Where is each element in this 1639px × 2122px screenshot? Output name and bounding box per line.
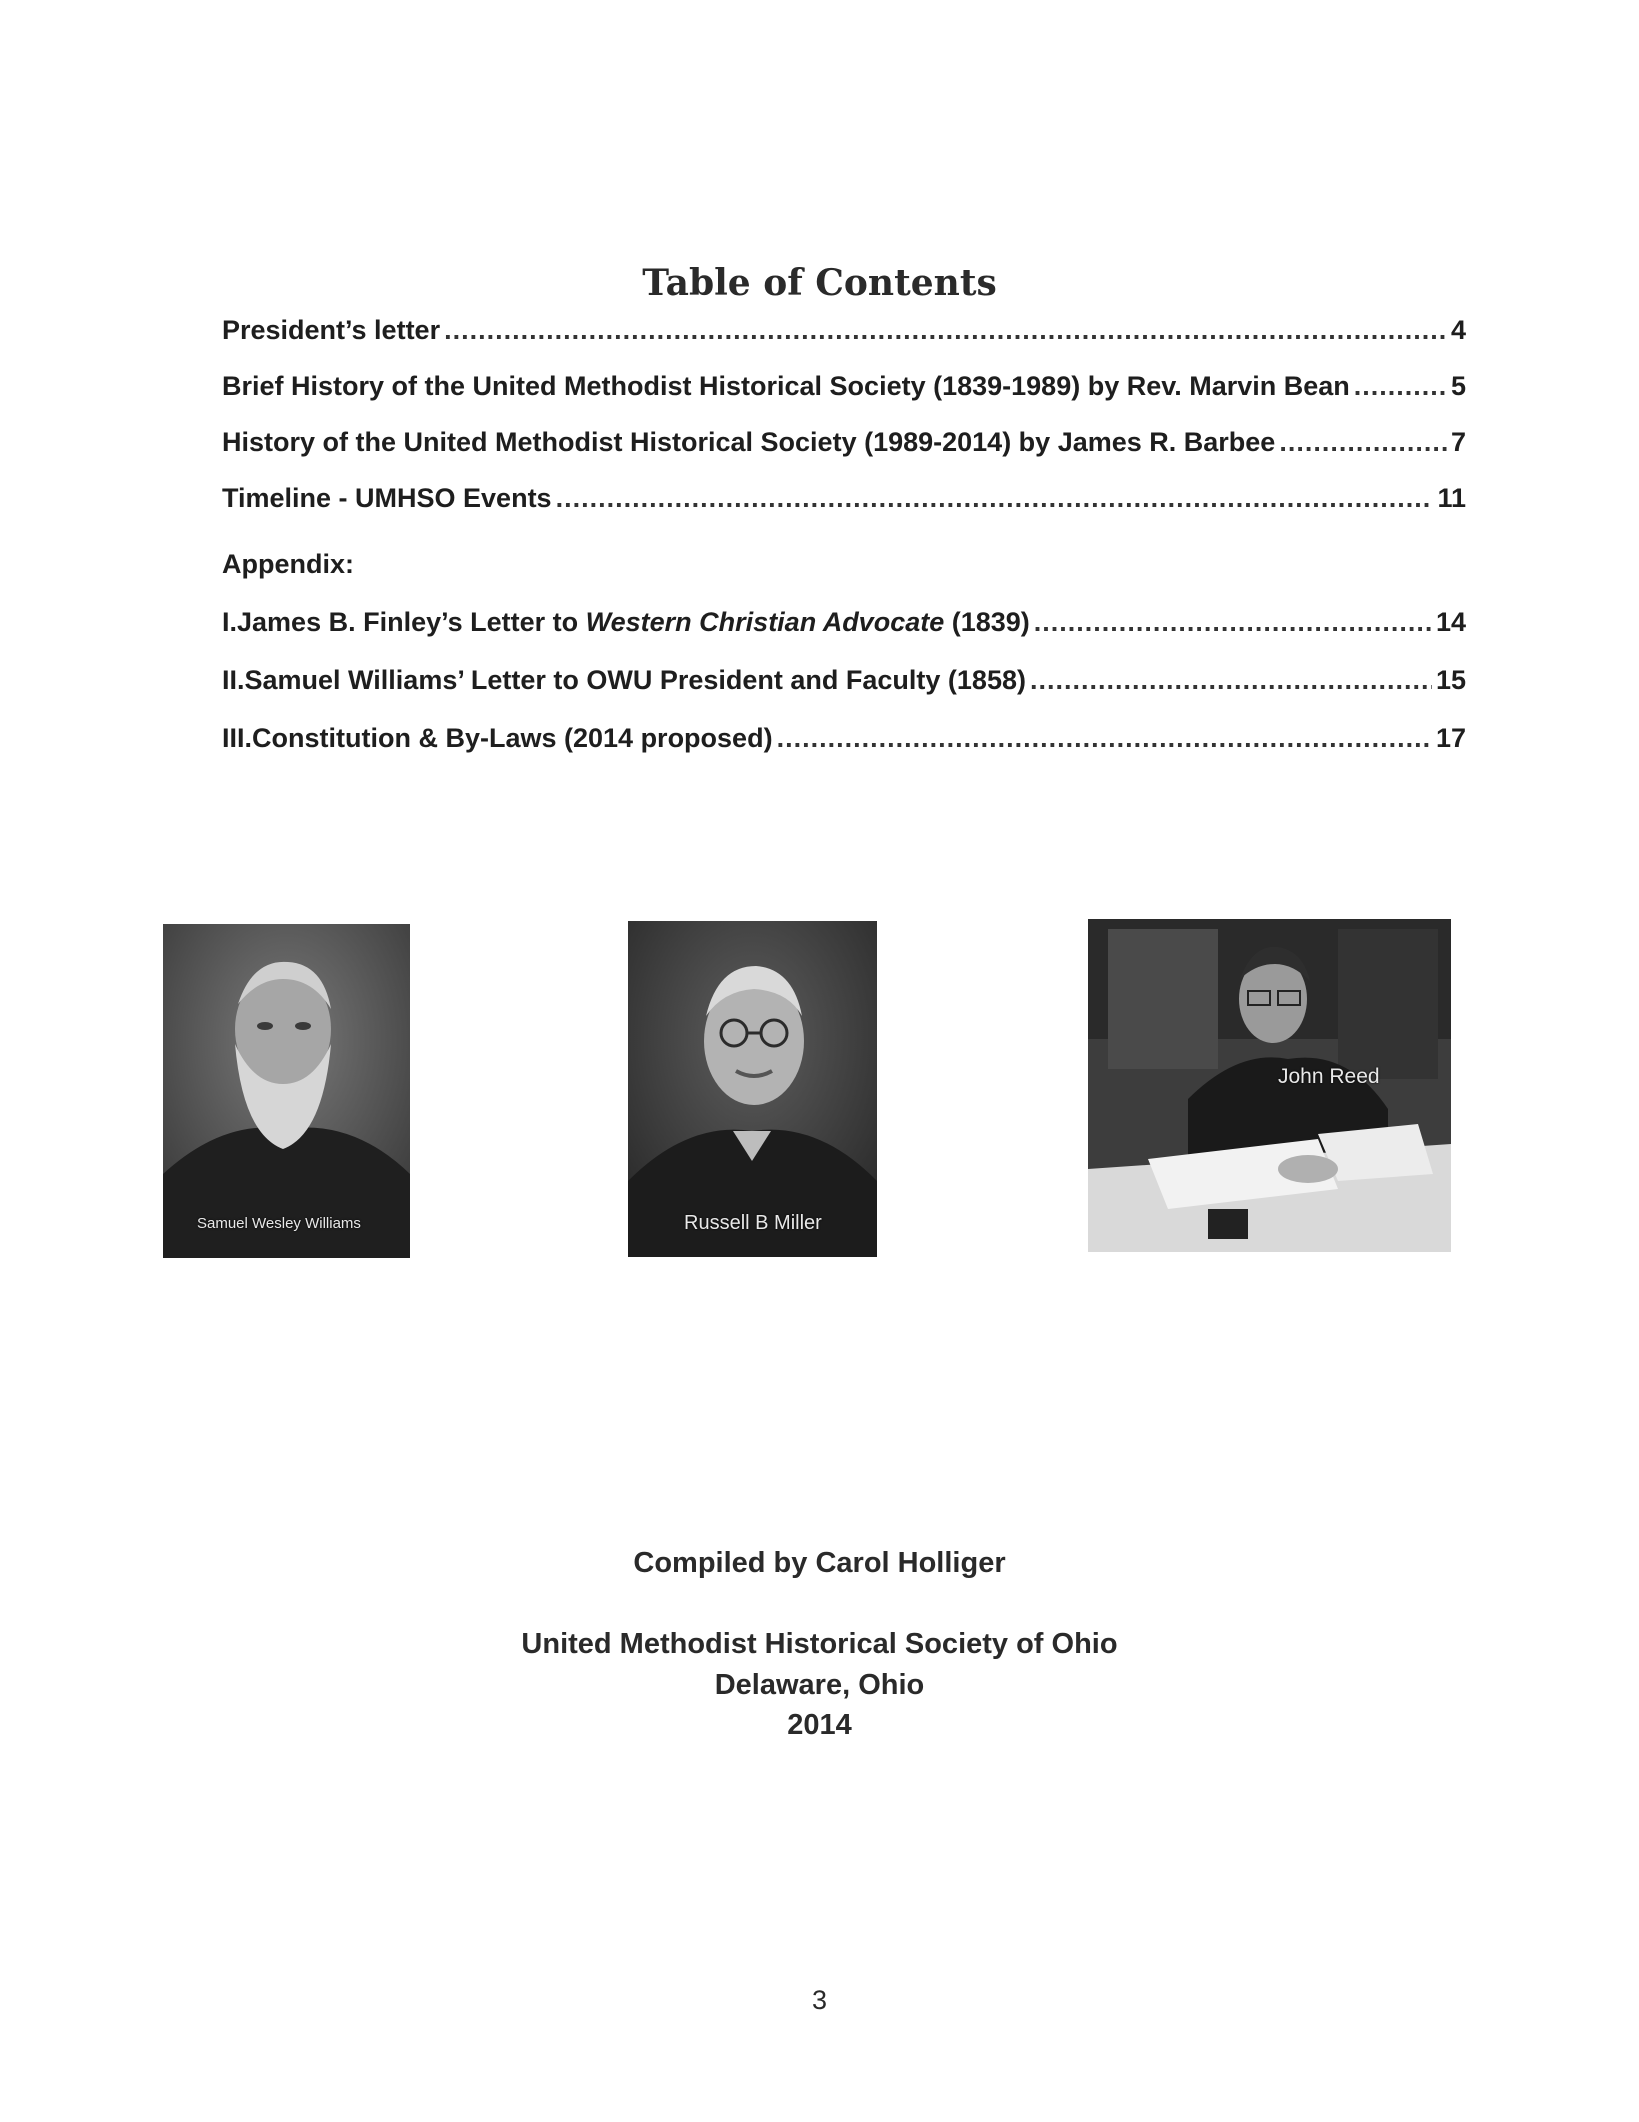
appendix-numeral: III. <box>222 723 253 753</box>
organization-name: United Methodist Historical Society of Ohio <box>521 1628 1118 1660</box>
toc-entry-text: Samuel Williams’ Letter to OWU President and Faculty (1858) <box>244 665 1026 695</box>
toc-entry-text: Timeline - UMHSO Events <box>222 483 552 513</box>
location: Delaware, Ohio <box>714 1669 925 1701</box>
toc-entry-text: President’s letter <box>222 315 441 345</box>
page-title: Table of Contents <box>642 262 997 304</box>
toc-entry-text: Brief History of the United Methodist Historical Society (1839-1989) by Rev. Marvin Bean <box>222 371 1350 401</box>
photo-caption: Russell B Miller <box>684 1212 822 1234</box>
toc-page-number: 4 <box>1450 315 1466 345</box>
page-number: 3 <box>811 1985 828 2015</box>
appendix-heading: Appendix: <box>222 549 354 579</box>
toc-entry-appendix-1[interactable] <box>222 607 1466 638</box>
dot-leader <box>1030 665 1432 696</box>
toc-entry-presidents-letter[interactable] <box>222 315 1466 346</box>
publication-year: 2014 <box>787 1709 852 1741</box>
toc-page-number: 17 <box>1435 723 1466 753</box>
dot-leader <box>777 723 1432 754</box>
dot-leader <box>1354 371 1447 402</box>
toc-entry-appendix-3[interactable] <box>222 723 1466 754</box>
toc-page-number: 14 <box>1435 607 1466 637</box>
toc-page-number: 15 <box>1435 665 1466 695</box>
toc-page-number: 5 <box>1450 371 1466 401</box>
toc-entry-text: Constitution & By-Laws (2014 proposed) <box>252 723 773 753</box>
toc-entry-text: History of the United Methodist Historical Society (1989-2014) by James R. Barbee <box>222 427 1276 457</box>
toc-entry-brief-history[interactable] <box>222 371 1466 402</box>
portrait-image <box>628 921 877 1257</box>
portrait-image <box>1088 919 1451 1252</box>
portrait-photo-russell-b-miller <box>628 921 877 1257</box>
dot-leader <box>444 315 1447 346</box>
dot-leader <box>556 483 1434 514</box>
dot-leader <box>1034 607 1432 638</box>
dot-leader <box>1279 427 1447 458</box>
toc-page-number: 7 <box>1450 427 1466 457</box>
toc-entry-history[interactable] <box>222 427 1466 458</box>
appendix-numeral: I. <box>222 607 238 637</box>
photo-caption: John Reed <box>1278 1065 1380 1088</box>
portrait-photo-samuel-wesley-williams <box>163 924 410 1258</box>
appendix-numeral: II. <box>222 665 245 695</box>
toc-page-number: 11 <box>1437 483 1466 513</box>
compiled-by: Compiled by Carol Holliger <box>633 1547 1006 1579</box>
toc-entry-timeline[interactable] <box>222 483 1466 514</box>
portrait-image <box>163 924 410 1258</box>
toc-entry-text: James B. Finley’s Letter to Western Christian Advocate (1839) <box>237 607 1030 637</box>
toc-entry-appendix-2[interactable] <box>222 665 1466 696</box>
photo-caption: Samuel Wesley Williams <box>197 1215 361 1232</box>
photo-john-reed <box>1088 919 1451 1252</box>
